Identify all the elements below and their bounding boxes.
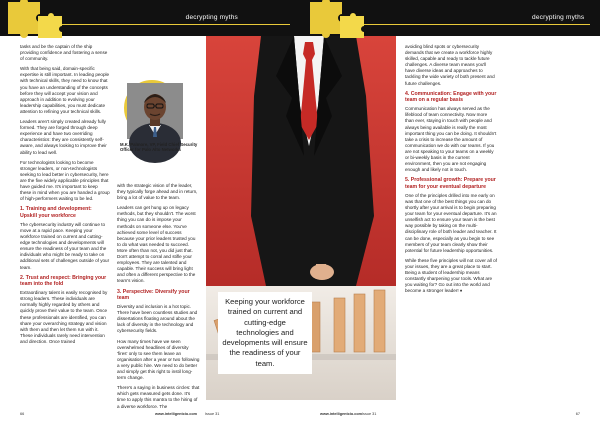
- subheading: 2. Trust and respect: Bringing your team into the fold: [20, 274, 107, 287]
- profile-photo: [124, 80, 180, 136]
- article-column-3: [405, 44, 497, 396]
- subheading: 5. Professional growth: Prepare your team for your eventual departure: [405, 177, 496, 190]
- paragraph: Extraordinary talent is easily recognised by strong leaders. These individuals are normally highly regarded by others and quickly prove their value to the team. Once these professionals are identified, you can share your overarching strategy and vision with them and then let them run with it. These individuals rarely need intervention and direction. Once trained: [20, 290, 108, 344]
- section-label: decrypting myths: [532, 14, 585, 21]
- paragraph: tasks and be the captain of the ship providing confidence and fostering a sense of community.: [20, 44, 108, 62]
- puzzle-pieces-icon: [306, 0, 366, 40]
- paragraph: Communication has always served as the lifeblood of team connectivity. Now more than ever, staying in touch with people and always being available is really the most important thing you can be doing. It shouldn't take a crisis to increase the amount of communication we do with our teams. If you are not speaking to your teams on a weekly or bi-weekly basis in the current environment, then you are not engaging enough and likely not in touch.: [405, 106, 497, 173]
- footer-issue: Issue 31: [362, 412, 377, 416]
- footer-issue: Issue 31: [205, 412, 220, 416]
- paragraph: One of the principles drilled into me early on was that one of the best things you can do shortly after your arrival is to begin preparing your team for your eventual departure. It's an unselfish act to ensure your team is the best way possible by taking on the multi-disciplinary role of both leader and teacher. It can be done, especially as you begin to see members of your team clearly show their potential for future leadership opportunities.: [405, 192, 497, 253]
- subheading: 1. Training and development: Upskill your workforce: [20, 206, 92, 219]
- paragraph: There's a saying in business circles: that which gets measured gets done. It's time to apply this mantra to the hiring of a diverse workforce. The: [117, 385, 200, 409]
- paragraph: The cybersecurity industry will continue to move at a rapid pace. Keeping your workforce trained on current and cutting-edge technologies and developments will ensure the readiness of your team and the individuals who might be ready to take on additional sets of challenges outside of your team.: [20, 221, 110, 270]
- article-column-2: [117, 183, 200, 409]
- profile-caption: M.K. Palmore, VP, Field Chief Security Officer for Palo Alto Networks: [120, 142, 198, 153]
- paragraph: How many times have we seen overwhelmed headlines of diversity 'fires' only to see them leave an organisation after a year or two following a very public hire. We need to do better and simply get this right to instil long-term change.: [117, 338, 200, 381]
- puzzle-pieces-icon: [4, 0, 64, 40]
- article-column-1: [20, 44, 110, 396]
- accent-line: [330, 24, 590, 25]
- accent-line: [60, 24, 290, 25]
- subheading: 4. Communication: Engage with your team on a regular basis: [405, 90, 497, 103]
- paragraph: avoiding blind spots or cybersecurity demands that we create a workforce highly skilled, capable and ready to tackle future challenges. A diverse team means you'll have diverse ideas and approaches to tackling the wide variety of both present and future challenges.: [405, 44, 495, 86]
- paragraph: For technologists looking to become stronger leaders, or non-technologists seeking to lead better in cybersecurity, here are the five widely applicable principles that have guided me. It's important to keep these in mind when you are handed a group of high-performers waiting to be led.: [20, 159, 110, 202]
- footer-url[interactable]: www.intelligentcio.com: [320, 412, 363, 416]
- paragraph: Diversity and inclusion is a hot topic. There have been countless studies and dissertations floating around about the lack of diversity in the technology and cybersecurity fields.: [117, 304, 198, 334]
- pull-quote: [218, 292, 312, 374]
- paragraph: With that being said, domain-specific expertise is still important. In leading people with technical skills, they need to know that you have an understanding of the concepts before they will accept your vision and approach in addition to evolving your leadership capabilities, you must dedicate attention to refining your technical skills.: [20, 66, 110, 114]
- paragraph: with the strategic vision of the leader, they typically forge ahead and in return, bring a lot of value to the team.: [117, 183, 198, 201]
- subheading: 3. Perspective: Diversify your team: [117, 288, 190, 301]
- page-number: 66: [20, 412, 25, 416]
- paragraph: Leaders can get hung up on legacy methods, but they shouldn't. The worst thing you can do is impose your methods on someone else. You've achieved some level of success because your prior leaders trusted you to do what was needed to succeed. More often than not, you did just that. Don't attempt to corral and stifle your employees. They are talented and capable. Their success will bring light and often a different perspective to the team's vision.: [117, 205, 196, 284]
- profile-portrait: [127, 83, 183, 139]
- page-number: 67: [575, 412, 580, 416]
- paragraph: While these five principles will not cover all of your issues, they are a great place to start. Being a student of leadership means constantly sharpening your tools. What are you waiting for? Go out into the world and become a stronger leader! ♦: [405, 257, 497, 294]
- section-label: decrypting myths: [185, 14, 238, 21]
- pull-quote-text: Keeping your workforce trained on current and cutting-edge technologies and developments will ensure the readiness of your team.: [222, 297, 308, 368]
- footer-url[interactable]: www.intelligentcio.com: [155, 412, 198, 416]
- paragraph: Leaders aren't simply created already fully formed. They are forged through deep experience and have two overriding characteristics: they are consistently self-aware, and always looking to improve their ability to lead well.: [20, 119, 107, 155]
